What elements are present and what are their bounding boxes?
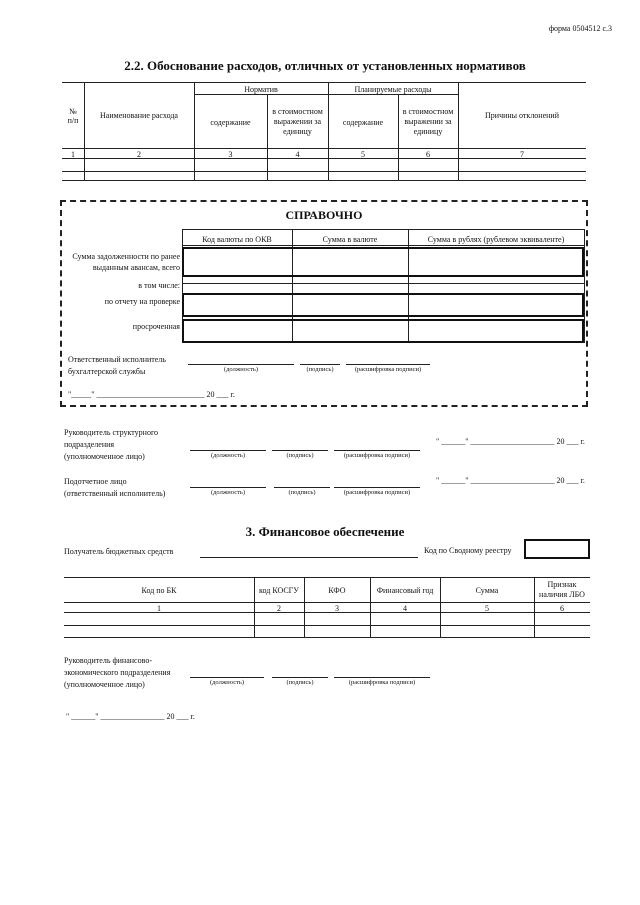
- signer-date: " ______" _____________________ 20 ___ г.: [436, 476, 585, 485]
- registry-code-label: Код по Сводному реестру: [424, 546, 512, 555]
- signer-caption-position: (должность): [210, 489, 246, 496]
- ref-col-amount-rub: Сумма в рублях (рублевом эквиваленте): [427, 235, 565, 244]
- fin-number-4: 4: [403, 604, 407, 613]
- ref-row-on-check: по отчету на проверке: [104, 297, 180, 306]
- ref-row-overdue: просроченная: [132, 322, 180, 331]
- head-unit-date: " ______" _____________________ 20 ___ г.: [436, 437, 585, 446]
- section3-date-line: " ______" ________________ 20 ___ г.: [66, 712, 195, 721]
- fin-col-kfo: КФО: [328, 586, 346, 595]
- ref-caption-signature: (подпись): [306, 366, 334, 373]
- fin-col-lbo: Признак наличия ЛБО: [539, 580, 585, 599]
- signer-caption-decoding: (расшифровка подписи): [343, 489, 411, 496]
- fin-number-1: 1: [157, 604, 161, 613]
- fin-col-bk: Код по БК: [141, 586, 177, 595]
- norm-group-header: Норматив: [244, 85, 278, 94]
- ref-caption-position: (должность): [223, 366, 259, 373]
- head-unit-caption-signature: (подпись): [286, 452, 314, 459]
- ref-col-amount-currency: Сумма в валюте: [322, 235, 378, 244]
- col-number-2: 2: [137, 150, 141, 159]
- head-unit-label: Руководитель структурного подразделения (уполномоченное лицо): [64, 428, 159, 461]
- planned-group-header: Планируемые расходы: [354, 85, 432, 94]
- ref-caption-decoding: (расшифровка подписи): [354, 366, 422, 373]
- section-22-title: 2.2. Обоснование расходов, отличных от установленных нормативов: [124, 58, 526, 73]
- col-number-3: 3: [228, 150, 233, 159]
- col-reasons-header: Причины отклонений: [485, 111, 559, 120]
- signer-label: Подотчетное лицо (ответственный исполнитель): [64, 477, 166, 498]
- fin-col-fin-year: Финансовый год: [376, 586, 434, 595]
- fin-col-kosgu: код КОСГУ: [259, 586, 299, 595]
- reference-title: СПРАВОЧНО: [285, 208, 363, 222]
- fin-number-5: 5: [485, 604, 489, 613]
- recipient-label: Получатель бюджетных средств: [64, 547, 174, 556]
- head-fin-caption-signature: (подпись): [286, 679, 314, 686]
- col-number-7: 7: [520, 150, 524, 159]
- ref-date-line: "_____" ___________________________ 20 ___ г.: [68, 390, 235, 399]
- col-content-header: содержание: [210, 118, 251, 127]
- col-cost-unit-header: в стоимостном выражении за единицу: [272, 107, 323, 136]
- ref-col-currency-code: Код валюты по ОКВ: [202, 235, 272, 244]
- col-cost-unit2-header: в стоимостном выражении за единицу: [402, 107, 454, 136]
- section-3-title: 3. Финансовое обеспечение: [245, 524, 405, 539]
- col-content2-header: содержание: [342, 118, 384, 127]
- fin-number-3: 3: [335, 604, 339, 613]
- ref-responsible-label: Ответственный исполнитель бухгалтерской службы: [68, 355, 166, 376]
- col-number-4: 4: [295, 150, 300, 159]
- registry-code-field[interactable]: [524, 539, 590, 559]
- head-unit-caption-position: (должность): [210, 452, 246, 459]
- fin-col-sum: Сумма: [475, 586, 499, 595]
- col-number-6: 6: [426, 150, 430, 159]
- col-name-header: Наименование расхода: [100, 111, 178, 120]
- fin-number-6: 6: [560, 604, 564, 613]
- col-number-5: 5: [361, 150, 365, 159]
- head-unit-caption-decoding: (расшифровка подписи): [343, 452, 411, 459]
- head-fin-label: Руководитель финансово- экономического подразделения (уполномоченное лицо): [64, 656, 171, 689]
- signer-caption-signature: (подпись): [288, 489, 316, 496]
- col-num-header: № п/п: [67, 107, 79, 125]
- head-fin-caption-decoding: (расшифровка подписи): [348, 679, 416, 686]
- ref-row-debt: Сумма задолженности по ранее выданным авансам, всего: [72, 252, 180, 272]
- fin-number-2: 2: [277, 604, 281, 613]
- col-number-1: 1: [71, 150, 75, 159]
- ref-row-including: в том числе:: [138, 281, 180, 290]
- head-fin-caption-position: (должность): [209, 679, 245, 686]
- form-code: форма 0504512 с.3: [548, 24, 612, 33]
